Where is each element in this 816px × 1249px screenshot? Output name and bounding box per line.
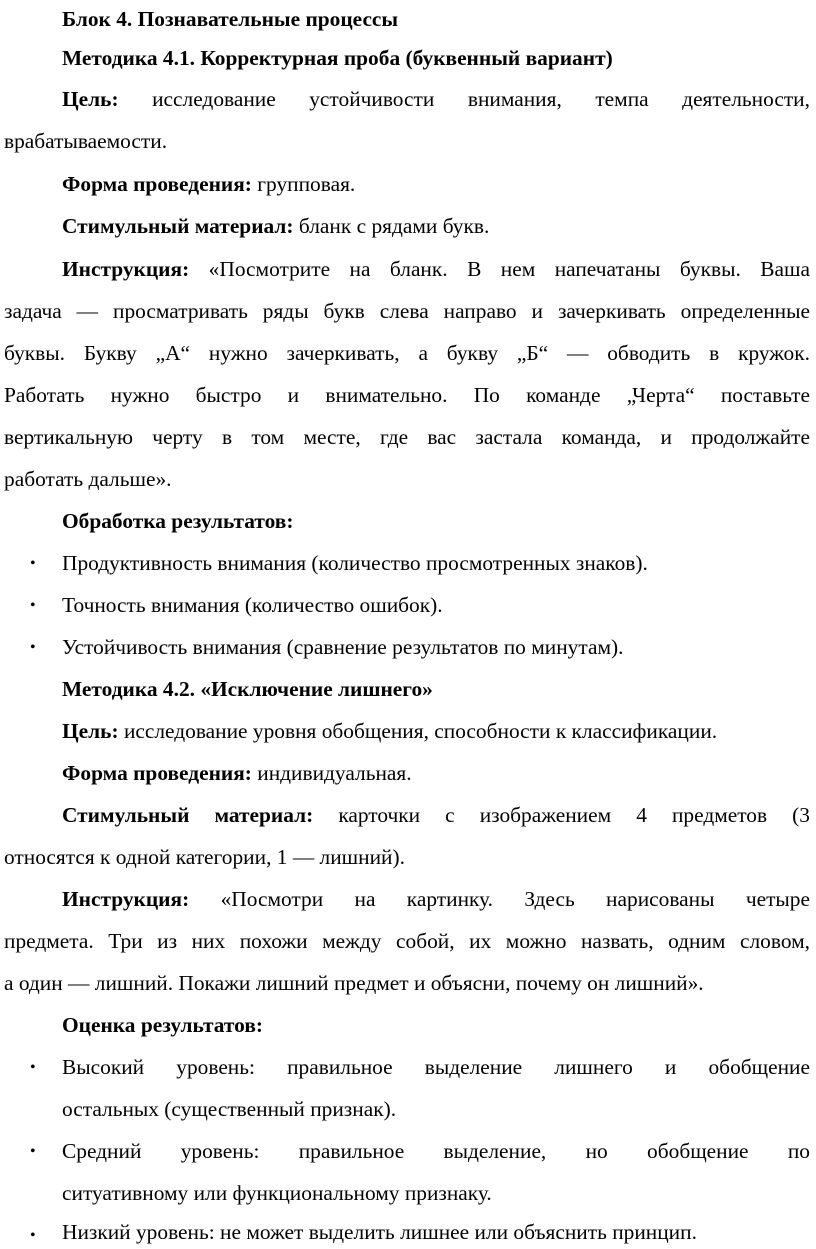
- method-4-1-processing-heading: Обработка результатов:: [62, 509, 294, 533]
- bullet-icon: •: [30, 597, 36, 614]
- method-4-1-goal-cont: врабатываемости.: [4, 129, 168, 153]
- bullet-icon: •: [30, 555, 36, 572]
- method-4-1-title: Методика 4.1. Корректурная проба (буквенный вариант): [62, 46, 613, 70]
- method-4-2-instruction-l3: а один — лишний. Покажи лишний предмет и объясни, почему он лишний».: [4, 971, 704, 995]
- method-4-1-instruction-l6: работать дальше».: [4, 467, 172, 491]
- method-4-2-goal: Цель: исследование уровня обобщения, способности к классификации.: [62, 719, 718, 743]
- method-4-2-evaluation-heading: Оценка результатов:: [62, 1013, 263, 1037]
- processing-bullet-2: Точность внимания (количество ошибок).: [62, 593, 443, 617]
- processing-bullet-3: Устойчивость внимания (сравнение результатов по минутам).: [62, 635, 624, 659]
- evaluation-bullet-3: Низкий уровень: не может выделить лишнее или объяснить принцип.: [62, 1220, 697, 1244]
- evaluation-bullet-1-cont: остальных (существенный признак).: [62, 1097, 397, 1121]
- method-4-1-instruction-l3: буквы. Букву „А“ нужно зачеркивать, а букву „Б“ — обводить в кружок.: [4, 341, 810, 365]
- method-4-1-stimulus: Стимульный материал: бланк с рядами букв.: [62, 214, 490, 238]
- evaluation-bullet-2: Средний уровень: правильное выделение, но обобщение по: [62, 1139, 810, 1163]
- method-4-2-instruction: Инструкция: «Посмотри на картинку. Здесь нарисованы четыре: [62, 887, 810, 911]
- bullet-icon: •: [30, 1059, 36, 1076]
- evaluation-bullet-1: Высокий уровень: правильное выделение лишнего и обобщение: [62, 1055, 810, 1079]
- method-4-1-instruction: Инструкция: «Посмотрите на бланк. В нем напечатаны буквы. Ваша: [62, 257, 810, 281]
- method-4-2-stimulus: Стимульный материал: карточки с изображением 4 предметов (3: [62, 803, 810, 827]
- method-4-2-title: Методика 4.2. «Исключение лишнего»: [62, 677, 433, 701]
- bullet-icon: •: [30, 639, 36, 656]
- method-4-1-instruction-l2: задача — просматривать ряды букв слева направо и зачеркивать определенные: [4, 299, 810, 323]
- evaluation-bullet-2-cont: ситуативному или функциональному признаку.: [62, 1181, 492, 1205]
- bullet-icon: •: [30, 1227, 36, 1244]
- method-4-2-stimulus-cont: относятся к одной категории, 1 — лишний).: [4, 845, 405, 869]
- method-4-1-instruction-l4: Работать нужно быстро и внимательно. По команде „Черта“ поставьте: [4, 383, 810, 407]
- method-4-2-instruction-l2: предмета. Три из них похожи между собой, их можно назвать, одним словом,: [4, 929, 810, 953]
- bullet-icon: •: [30, 1143, 36, 1160]
- block-title: Блок 4. Познавательные процессы: [62, 7, 399, 31]
- method-4-1-goal: Цель: исследование устойчивости внимания, темпа деятельности,: [62, 87, 810, 111]
- method-4-2-form: Форма проведения: индивидуальная.: [62, 761, 412, 785]
- method-4-1-form: Форма проведения: групповая.: [62, 172, 356, 196]
- method-4-1-instruction-l5: вертикальную черту в том месте, где вас застала команда, и продолжайте: [4, 425, 810, 449]
- processing-bullet-1: Продуктивность внимания (количество просмотренных знаков).: [62, 551, 648, 575]
